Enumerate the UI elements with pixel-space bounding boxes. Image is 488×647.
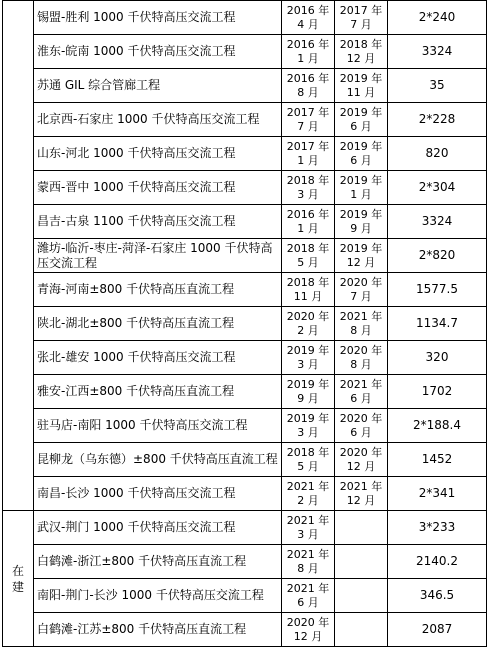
capacity-value: 820 [388,137,487,171]
projects-table [2,0,487,647]
capacity-value: 1452 [388,443,487,477]
end-date: 2021 年 6 月 [335,375,388,409]
project-name: 蒙西-晋中 1000 千伏特高压交流工程 [34,171,282,205]
end-date: 2019 年 9 月 [335,205,388,239]
end-date [335,579,388,613]
start-date: 2021 年 2 月 [282,477,335,511]
project-name: 南阳-荆门-长沙 1000 千伏特高压交流工程 [34,579,282,613]
capacity-value: 2*240 [388,1,487,35]
group-cell-under-construction: 在建 [3,511,34,647]
end-date: 2020 年 6 月 [335,409,388,443]
table-row [3,137,487,171]
end-date: 2019 年 1 月 [335,171,388,205]
table-row [3,613,487,647]
project-name: 雅安-江西±800 千伏特高压直流工程 [34,375,282,409]
table-row [3,103,487,137]
table-row [3,307,487,341]
table-row [3,35,487,69]
capacity-value: 320 [388,341,487,375]
start-date: 2017 年 1 月 [282,137,335,171]
table-row [3,341,487,375]
project-name: 驻马店-南阳 1000 千伏特高压交流工程 [34,409,282,443]
end-date: 2017 年 7 月 [335,1,388,35]
table-row [3,477,487,511]
capacity-value: 2*304 [388,171,487,205]
project-name: 青海-河南±800 千伏特高压直流工程 [34,273,282,307]
capacity-value: 3324 [388,205,487,239]
end-date [335,613,388,647]
project-name: 淮东-皖南 1000 千伏特高压交流工程 [34,35,282,69]
project-name: 北京西-石家庄 1000 千伏特高压交流工程 [34,103,282,137]
start-date: 2016 年 1 月 [282,205,335,239]
capacity-value: 2140.2 [388,545,487,579]
table-row [3,545,487,579]
start-date: 2019 年 9 月 [282,375,335,409]
end-date: 2019 年 6 月 [335,103,388,137]
capacity-value: 3324 [388,35,487,69]
table-row [3,511,487,545]
start-date: 2019 年 3 月 [282,341,335,375]
project-name: 苏通 GIL 综合管廊工程 [34,69,282,103]
capacity-value: 35 [388,69,487,103]
capacity-value: 2*341 [388,477,487,511]
start-date: 2016 年 8 月 [282,69,335,103]
project-name: 南昌-长沙 1000 千伏特高压交流工程 [34,477,282,511]
end-date: 2019 年 12 月 [335,239,388,273]
group-cell-built [3,1,34,511]
start-date: 2020 年 12 月 [282,613,335,647]
end-date [335,511,388,545]
capacity-value: 1577.5 [388,273,487,307]
start-date: 2018 年 5 月 [282,443,335,477]
end-date: 2020 年 12 月 [335,443,388,477]
end-date: 2021 年 8 月 [335,307,388,341]
project-name: 昆柳龙（乌东德）±800 千伏特高压直流工程 [34,443,282,477]
start-date: 2018 年 11 月 [282,273,335,307]
table-row [3,69,487,103]
capacity-value: 2*228 [388,103,487,137]
project-name: 昌吉-古泉 1100 千伏特高压交流工程 [34,205,282,239]
capacity-value: 1702 [388,375,487,409]
project-name: 陕北-湖北±800 千伏特高压直流工程 [34,307,282,341]
table-row [3,171,487,205]
start-date: 2016 年 1 月 [282,35,335,69]
start-date: 2021 年 8 月 [282,545,335,579]
end-date: 2019 年 6 月 [335,137,388,171]
start-date: 2021 年 3 月 [282,511,335,545]
table-row [3,409,487,443]
start-date: 2016 年 4 月 [282,1,335,35]
end-date: 2021 年 12 月 [335,477,388,511]
start-date: 2020 年 2 月 [282,307,335,341]
capacity-value: 2*820 [388,239,487,273]
start-date: 2019 年 3 月 [282,409,335,443]
capacity-value: 2*188.4 [388,409,487,443]
end-date: 2019 年 11 月 [335,69,388,103]
start-date: 2021 年 6 月 [282,579,335,613]
project-name: 山东-河北 1000 千伏特高压交流工程 [34,137,282,171]
project-name: 白鹤滩-江苏±800 千伏特高压直流工程 [34,613,282,647]
project-name: 武汉-荆门 1000 千伏特高压交流工程 [34,511,282,545]
table-row [3,273,487,307]
table-row [3,443,487,477]
table-row [3,1,487,35]
capacity-value: 346.5 [388,579,487,613]
capacity-value: 2087 [388,613,487,647]
end-date: 2018 年 12 月 [335,35,388,69]
table-row [3,579,487,613]
project-name: 潍坊-临沂-枣庄-菏泽-石家庄 1000 千伏特高压交流工程 [34,239,282,273]
end-date: 2020 年 8 月 [335,341,388,375]
start-date: 2018 年 5 月 [282,239,335,273]
table-row [3,375,487,409]
start-date: 2018 年 3 月 [282,171,335,205]
project-name: 张北-雄安 1000 千伏特高压交流工程 [34,341,282,375]
capacity-value: 1134.7 [388,307,487,341]
table-row [3,205,487,239]
project-name: 白鹤滩-浙江±800 千伏特高压直流工程 [34,545,282,579]
end-date: 2020 年 7 月 [335,273,388,307]
start-date: 2017 年 7 月 [282,103,335,137]
capacity-value: 3*233 [388,511,487,545]
project-name: 锡盟-胜利 1000 千伏特高压交流工程 [34,1,282,35]
end-date [335,545,388,579]
table-row [3,239,487,273]
